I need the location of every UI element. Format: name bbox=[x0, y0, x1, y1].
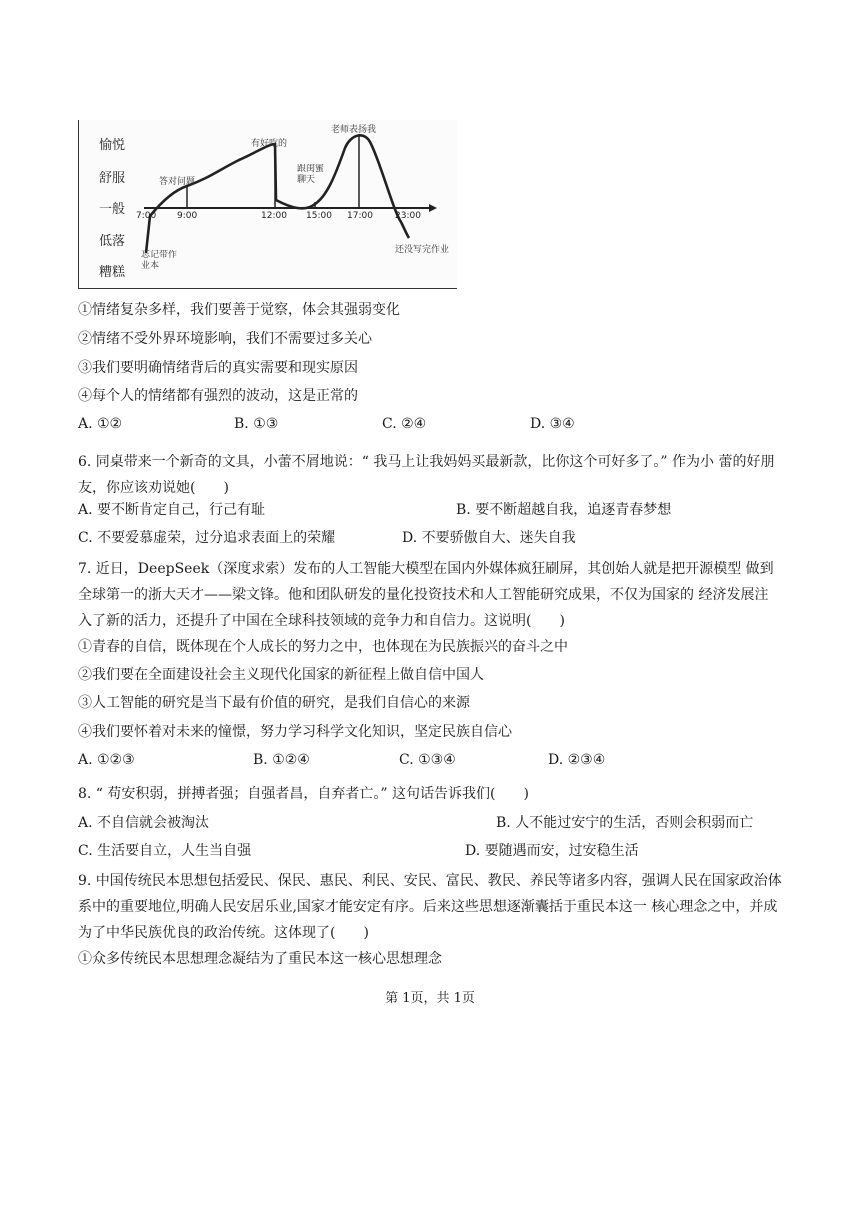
q6-option-d: D. 不要骄傲自大、迷失自我 bbox=[402, 530, 576, 546]
q7-item-2: ②我们要在全面建设社会主义现代化国家的新征程上做自信中国人 bbox=[78, 667, 484, 683]
q7-option-b: B. ①②④ bbox=[253, 752, 310, 768]
q5-option-b: B. ①③ bbox=[234, 416, 279, 432]
q8-option-a: A. 不自信就会被淘汰 bbox=[78, 815, 210, 831]
q6-option-c: C. 不要爱慕虚荣，过分追求表面上的荣耀 bbox=[78, 530, 336, 546]
q7-item-1: ①青春的自信，既体现在个人成长的努力之中，也体现在为民族振兴的奋斗之中 bbox=[78, 639, 568, 655]
q5-option-c: C. ②④ bbox=[382, 416, 427, 432]
x-tick: 15:00 bbox=[306, 211, 332, 221]
q7-option-c: C. ①③④ bbox=[399, 752, 456, 768]
annotation: 忘记带作业本 bbox=[141, 250, 178, 271]
q7-item-3: ③人工智能的研究是当下最有价值的研究，是我们自信心的来源 bbox=[78, 695, 470, 711]
annotation: 有好吃的 bbox=[251, 139, 288, 149]
annotation: 答对问题 bbox=[159, 177, 196, 187]
q9-stem: 9. 中国传统民本思想包括爱民、保民、惠民、利民、安民、富民、教民、养民等诸多内容，强调人民在国家政治体系中的重要地位,明确人民安居乐业,国家才能安定有序。后来这些思想逐渐囊括于重民本这一 核心理念之中，并成为了中华民族优良的政治传统。这体现了( ) bbox=[78, 873, 782, 941]
annotation-box bbox=[141, 250, 191, 280]
q7-stem: 7. 近日，DeepSeek（深度求索）发布的人工智能大模型在国内外媒体疯狂刷屏，其创始人就是把开源模型 做到全球第一的浙大天才——梁文锋。他和团队研发的量化投资技术和人工智能研究成果，不仅为国家的 经济发展注入了新的活力，还提升了中国在全球科技领域的竞争力和自信力。这说明( ) bbox=[78, 561, 774, 629]
y-label: 糟糕 bbox=[99, 265, 126, 280]
q5-option-d: D. ③④ bbox=[530, 416, 575, 432]
y-label: 一般 bbox=[99, 202, 126, 217]
x-tick: 17:00 bbox=[347, 211, 373, 221]
q7-option-d: D. ②③④ bbox=[548, 752, 606, 768]
y-label: 愉悦 bbox=[99, 138, 126, 153]
x-tick: 9:00 bbox=[177, 211, 198, 221]
mood-curve-figure bbox=[78, 120, 457, 289]
q5-item-3: ③我们要明确情绪背后的真实需要和现实原因 bbox=[78, 360, 358, 376]
annotation: 老师表扬我 bbox=[331, 125, 377, 135]
annotation: 还没写完作业 bbox=[394, 245, 449, 255]
q6-stem: 6. 同桌带来一个新奇的文具，小蕾不屑地说：“ 我马上让我妈妈买最新款，比你这个可好多了。” 作为小 蕾的好朋友，你应该劝说她( ) bbox=[78, 454, 775, 496]
q5-item-4: ④每个人的情绪都有强烈的波动，这是正常的 bbox=[78, 388, 358, 404]
y-label: 低落 bbox=[99, 234, 126, 249]
q8-stem: 8. “ 苟安积弱，拼搏者强；自强者昌，自弃者亡。” 这句话告诉我们( ) bbox=[78, 786, 529, 802]
q6-option-a: A. 要不断肯定自己，行己有耻 bbox=[78, 502, 266, 518]
x-tick: 23:00 bbox=[395, 211, 421, 221]
mood-curve bbox=[146, 135, 409, 253]
q8-option-c: C. 生活要自立，人生当自强 bbox=[78, 843, 252, 859]
x-tick: 12:00 bbox=[261, 211, 287, 221]
q5-option-a: A. ①② bbox=[78, 416, 123, 432]
q7-item-4: ④我们要怀着对未来的憧憬，努力学习科学文化知识，坚定民族自信心 bbox=[78, 724, 512, 740]
q8-option-d: D. 要随遇而安，过安稳生活 bbox=[465, 843, 639, 859]
q5-item-1: ①情绪复杂多样，我们要善于觉察，体会其强弱变化 bbox=[78, 302, 400, 318]
y-label: 舒服 bbox=[99, 171, 126, 186]
x-tick: 7:00 bbox=[136, 211, 157, 221]
q8-option-b: B. 人不能过安宁的生活，否则会积弱而亡 bbox=[496, 815, 754, 831]
annotation-box bbox=[297, 164, 337, 194]
q5-item-2: ②情绪不受外界环境影响，我们不需要过多关心 bbox=[78, 331, 372, 347]
mood-curve-svg bbox=[79, 120, 457, 288]
annotation: 跟闺蜜聊天 bbox=[297, 164, 325, 185]
q7-option-a: A. ①②③ bbox=[78, 752, 135, 768]
q9-item-1: ①众多传统民本思想理念凝结为了重民本这一核心思想理念 bbox=[78, 951, 442, 967]
baseline-arrow bbox=[429, 204, 437, 212]
page-footer: 第 1页，共 1页 bbox=[385, 991, 475, 1006]
q6-option-b: B. 要不断超越自我，追逐青春梦想 bbox=[456, 502, 672, 518]
